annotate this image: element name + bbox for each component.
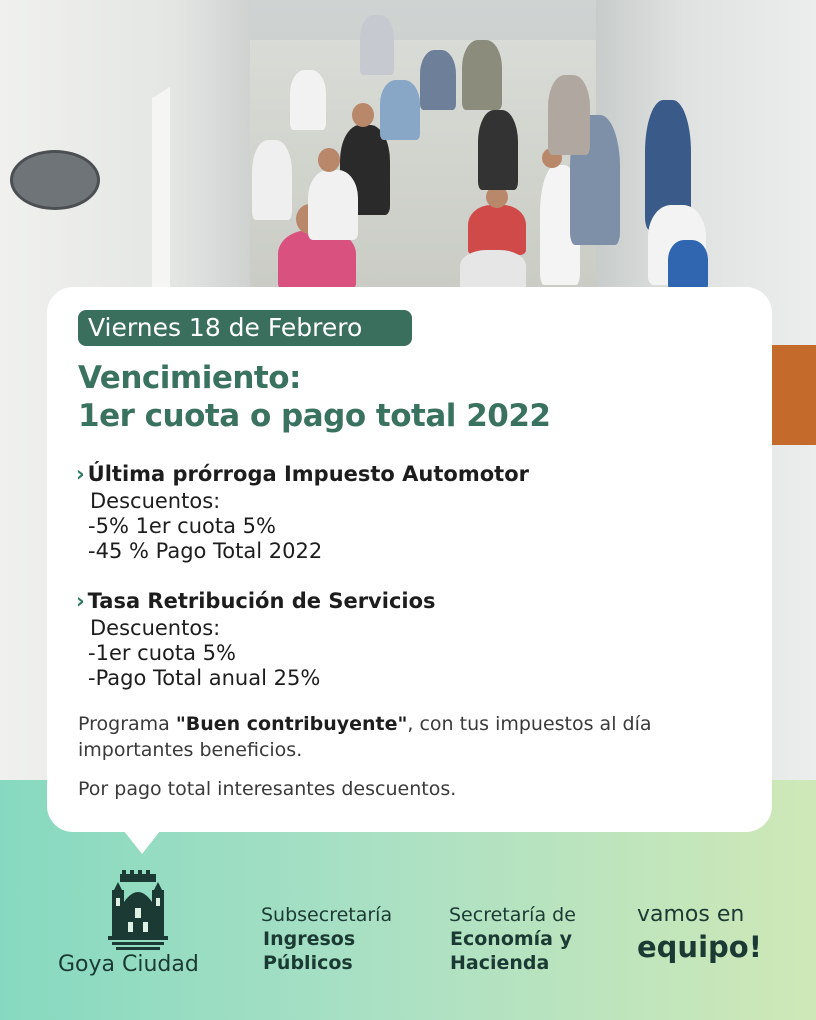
city-hall-logo-icon <box>108 868 168 950</box>
section-title-text: Tasa Retribución de Servicios <box>87 589 436 613</box>
section-title-text: Última prórroga Impuesto Automotor <box>87 462 529 486</box>
program-name: "Buen contribuyente" <box>175 713 408 735</box>
secretaria-name-1: Economía y <box>450 928 573 950</box>
subsecretaria-name-1: Ingresos <box>263 928 356 950</box>
headline-line-1: Vencimiento: <box>78 360 301 396</box>
slogan-line-1: vamos en <box>637 902 745 927</box>
chevron-right-icon: › <box>76 589 85 613</box>
slogan-line-2: equipo! <box>637 930 762 964</box>
section-subtitle: Descuentos: <box>90 616 221 640</box>
goya-ciudad-logo-text: Goya Ciudad <box>58 952 199 977</box>
headline-line-2: 1er cuota o pago total 2022 <box>78 398 551 434</box>
discount-item: -1er cuota 5% <box>88 641 236 665</box>
section-title <box>76 462 529 486</box>
section-title <box>76 589 436 613</box>
discount-item: -Pago Total anual 25% <box>88 666 321 690</box>
card-tail <box>120 826 164 854</box>
secretaria-name-2: Hacienda <box>450 952 550 974</box>
subsecretaria-name-2: Públicos <box>263 952 353 974</box>
subsecretaria-label: Subsecretaría <box>261 904 393 926</box>
chevron-right-icon: › <box>76 462 85 486</box>
secretaria-label: Secretaría de <box>449 904 576 926</box>
section-subtitle: Descuentos: <box>90 489 221 513</box>
discount-item: -5% 1er cuota 5% <box>88 514 276 538</box>
discount-item: -45 % Pago Total 2022 <box>88 539 323 563</box>
program-suffix: , con tus impuestos al día importantes beneficios. <box>78 713 652 761</box>
note-paragraph: Por pago total interesantes descuentos. <box>78 778 457 800</box>
program-prefix: Programa <box>78 713 176 735</box>
date-badge: Viernes 18 de Febrero <box>78 310 412 346</box>
program-paragraph <box>78 711 738 763</box>
